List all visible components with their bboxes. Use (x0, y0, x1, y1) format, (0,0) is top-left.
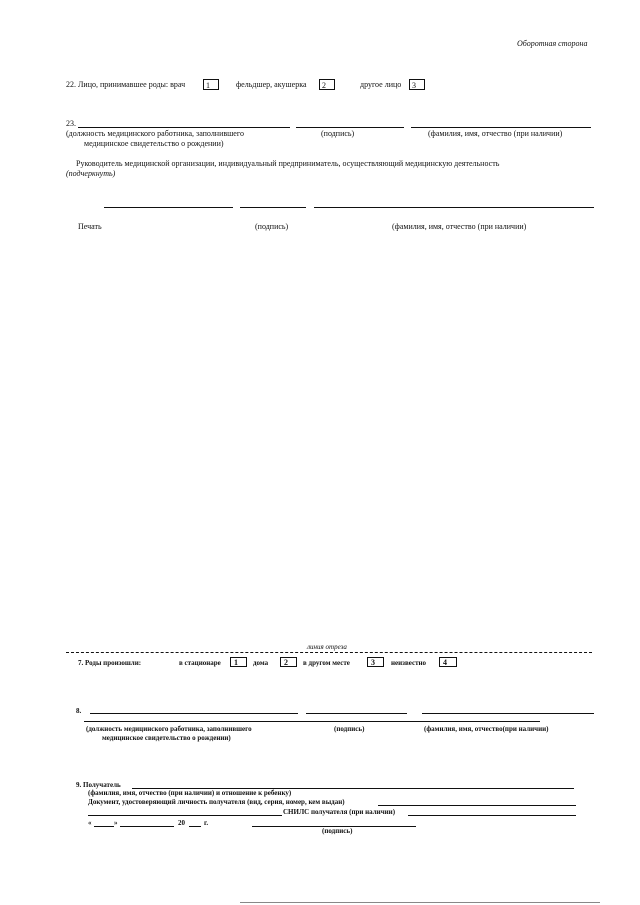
item8-caption-position-2: медицинское свидетельство о рождении) (102, 734, 231, 742)
item9-document-line[interactable] (378, 805, 576, 806)
item23-name-line[interactable] (411, 127, 591, 128)
item9-date-mid: » (114, 819, 118, 827)
item22-code-1[interactable]: 1 (203, 79, 219, 90)
item9-year-suffix: г. (204, 819, 209, 827)
item8-caption-name: (фамилия, имя, отчество(при наличии) (424, 725, 549, 733)
item9-label: 9. Получатель (76, 781, 121, 789)
head-caption-signature: (подпись) (255, 222, 289, 231)
item8-name-line[interactable] (422, 713, 594, 714)
item9-day-line[interactable] (94, 826, 114, 827)
item7-label: 7. Роды произошли: (78, 659, 142, 667)
item9-year-line[interactable] (189, 826, 201, 827)
head-position-line[interactable] (104, 207, 233, 208)
head-text: Руководитель медицинской организации, индивидуальный предприниматель, осуществляющий медицинскую деятельность (76, 159, 500, 168)
item8-signature-line[interactable] (306, 713, 407, 714)
item9-document-label: Документ, удостоверяющий личность получателя (вид, серия, номер, кем выдан) (88, 798, 345, 806)
item8-underline (84, 721, 540, 722)
item9-snils-line[interactable] (408, 815, 576, 816)
item23-caption-position-1: (должность медицинского работника, заполнившего (66, 129, 244, 138)
item7-option-4-text: неизвестно (391, 659, 427, 667)
item22-code-2[interactable]: 2 (319, 79, 335, 90)
cut-line-label: линия отреза (307, 643, 347, 651)
head-signature-line[interactable] (240, 207, 306, 208)
item8-position-line[interactable] (90, 713, 298, 714)
side-label: Оборотная сторона (517, 39, 588, 48)
item23-signature-line[interactable] (296, 127, 404, 128)
head-caption-name: (фамилия, имя, отчество (при наличии) (392, 222, 527, 231)
head-underline-note: (подчеркнуть) (66, 169, 116, 178)
item23-number: 23. (66, 119, 76, 128)
item9-document-line-2[interactable] (88, 815, 282, 816)
head-name-line[interactable] (314, 207, 594, 208)
item22-code-3[interactable]: 3 (409, 79, 425, 90)
item23-caption-signature: (подпись) (321, 129, 355, 138)
item7-code-3[interactable]: 3 (367, 657, 384, 667)
stamp-label: Печать (78, 222, 102, 231)
item9-snils-label: СНИЛС получателя (при наличии) (283, 808, 396, 816)
item22-option-2-label: фельдшер, акушерка (236, 80, 307, 89)
item9-recipient-caption: (фамилия, имя, отчество (при наличии) и отношение к ребенку) (88, 789, 292, 797)
item22-label: 22. Лицо, принимавшее роды: врач (66, 80, 186, 89)
item7-code-1[interactable]: 1 (230, 657, 247, 667)
item7-code-4[interactable]: 4 (439, 657, 457, 667)
item7-option-1-text: в стационаре (179, 659, 221, 667)
scan-edge (240, 902, 600, 903)
item9-date-open: « (88, 819, 92, 827)
item23-caption-name: (фамилия, имя, отчество (при наличии) (428, 129, 563, 138)
item23-position-line[interactable] (78, 127, 290, 128)
cut-line (66, 652, 592, 653)
item8-caption-signature: (подпись) (334, 725, 365, 733)
item22-option-3-label: другое лицо (360, 80, 402, 89)
item7-code-2[interactable]: 2 (280, 657, 297, 667)
item9-month-line[interactable] (120, 826, 174, 827)
item8-number: 8. (76, 707, 82, 715)
item7-option-3-text: в другом месте (303, 659, 350, 667)
item8-caption-position-1: (должность медицинского работника, заполнившего (86, 725, 252, 733)
item9-caption-signature: (подпись) (322, 827, 353, 835)
item7-option-2-text: дома (253, 659, 269, 667)
item9-year-prefix: 20 (178, 819, 185, 827)
item23-caption-position-2: медицинское свидетельство о рождении) (84, 139, 224, 148)
